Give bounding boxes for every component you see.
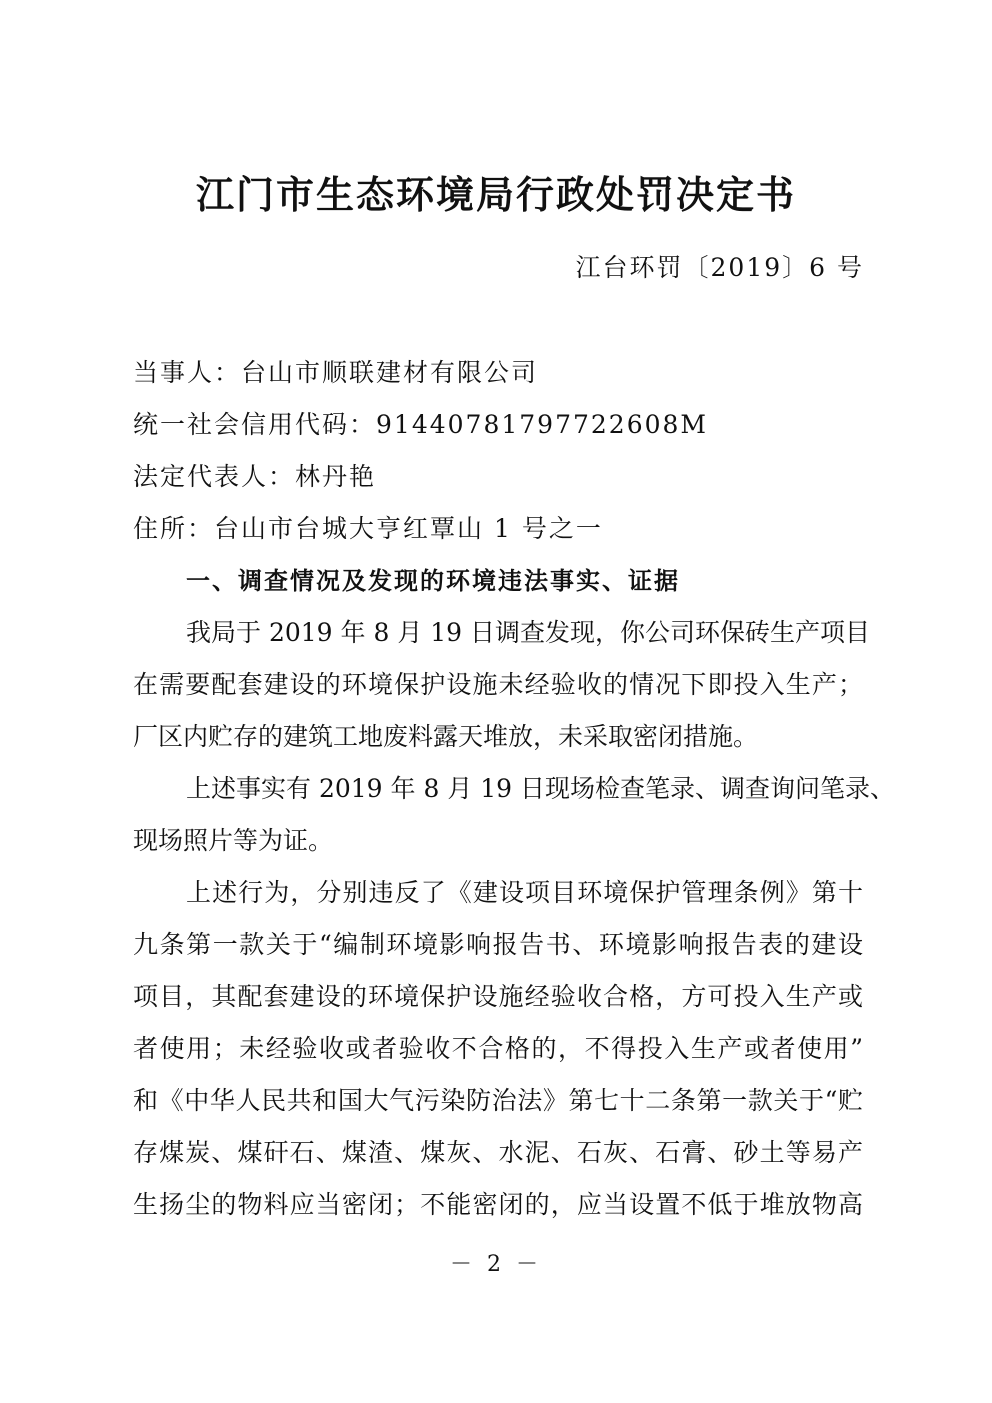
body-line: 项目，其配套建设的环境保护设施经验收合格，方可投入生产或 [133, 982, 863, 1011]
legal-rep-field [133, 457, 376, 497]
party-value: 台山市顺联建材有限公司 [241, 358, 539, 387]
body-line: 存煤炭、煤矸石、煤渣、煤灰、水泥、石灰、石膏、砂土等易产 [133, 1138, 863, 1167]
body-line: 我局于 2019 年 8 月 19 日调查发现，你公司环保砖生产项目 [186, 618, 871, 647]
credit-code-label: 统一社会信用代码： [133, 410, 377, 439]
address-value: 台山市台城大亨红覃山 1 号之一 [214, 514, 603, 543]
credit-code-field [133, 405, 708, 445]
body-line: 现场照片等为证。 [133, 826, 334, 855]
body-line: 上述事实有 2019 年 8 月 19 日现场检查笔录、调查询问笔录、 [186, 774, 896, 803]
body-line: 九条第一款关于“编制环境影响报告书、环境影响报告表的建设 [133, 930, 863, 959]
body-line: 者使用；未经验收或者验收不合格的，不得投入生产或者使用” [133, 1034, 863, 1063]
credit-code-value: 91440781797722608M [376, 410, 709, 439]
legal-rep-label: 法定代表人： [133, 462, 296, 491]
party-field [133, 353, 538, 393]
document-title: 江门市生态环境局行政处罚决定书 [195, 172, 796, 217]
body-line: 在需要配套建设的环境保护设施未经验收的情况下即投入生产； [133, 670, 863, 699]
legal-rep-value: 林丹艳 [295, 462, 377, 491]
body-line: 和《中华人民共和国大气污染防治法》第七十二条第一款关于“贮 [133, 1086, 863, 1115]
section-heading: 一、调查情况及发现的环境违法事实、证据 [186, 567, 680, 595]
address-label: 住所： [133, 514, 215, 543]
address-field [133, 509, 603, 549]
party-label: 当事人： [133, 358, 242, 387]
page-number: － 2 － [450, 1252, 542, 1277]
body-line: 生扬尘的物料应当密闭；不能密闭的，应当设置不低于堆放物高 [133, 1190, 863, 1219]
body-line: 厂区内贮存的建筑工地废料露天堆放，未采取密闭措施。 [133, 722, 759, 751]
body-line: 上述行为，分别违反了《建设项目环境保护管理条例》第十 [186, 878, 863, 907]
document-number: 江台环罚〔2019〕6 号 [575, 253, 864, 282]
